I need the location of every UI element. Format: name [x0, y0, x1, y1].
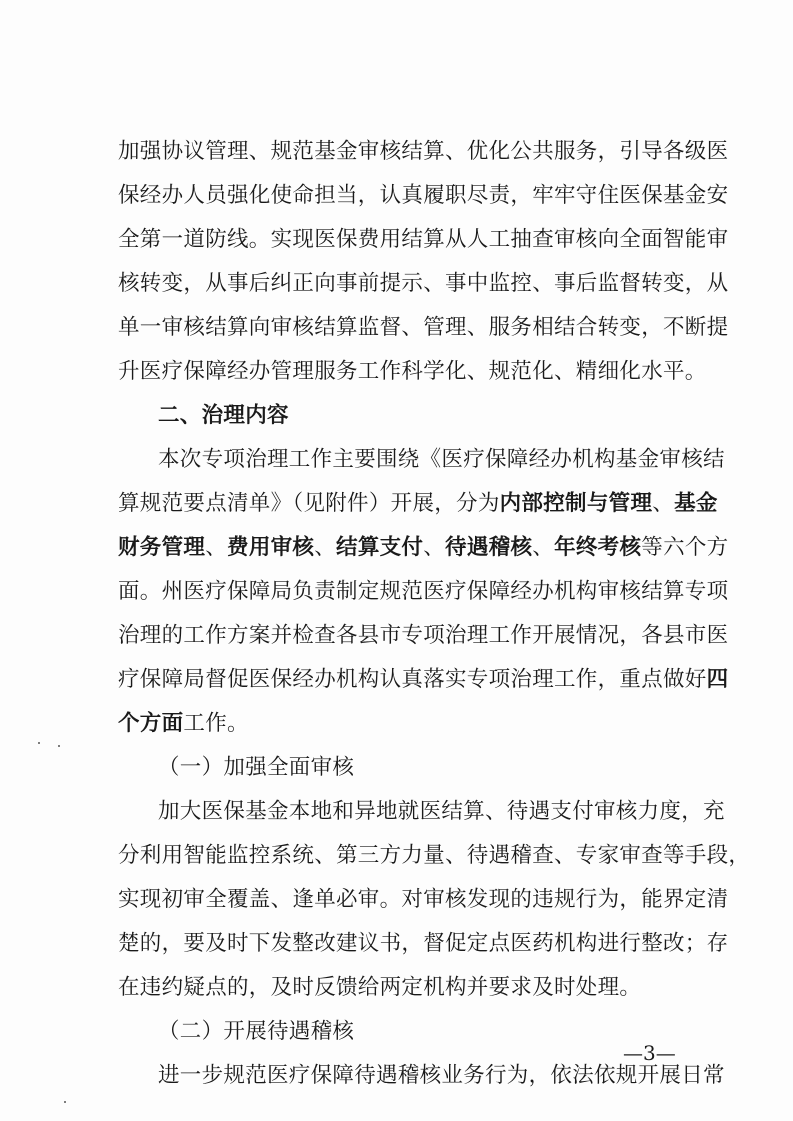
paragraph-line	[118, 709, 249, 739]
bold-text: 待遇稽核	[445, 535, 533, 560]
paragraph-line	[118, 665, 728, 695]
paragraph-line: 升医疗保障经办管理服务工作科学化、规范化、精细化水平。	[118, 359, 707, 384]
paragraph-line: 本次专项治理工作主要围绕《医疗保障经办机构基金审核结	[158, 447, 725, 472]
paragraph-line: 全第一道防线。实现医保费用结算从人工抽查审核向全面智能审	[118, 227, 729, 252]
paragraph-line: 在违约疑点的，及时反馈给两定机构并要求及时处理。	[118, 975, 642, 1000]
bold-text: 个方面	[118, 711, 184, 736]
paragraph-line: 面。州医疗保障局负责制定规范医疗保障经办机构审核结算专项	[118, 579, 729, 604]
scan-speck	[38, 742, 40, 744]
paragraph-line: 加强协议管理、规范基金审核结算、优化公共服务，引导各级医	[118, 139, 729, 164]
text-run: 、	[652, 491, 675, 516]
text-run: 工作。	[183, 711, 249, 736]
paragraph-line: 保经办人员强化使命担当，认真履职尽责，牢牢守住医保基金安	[118, 183, 729, 208]
subsection-heading: （二）开展待遇稽核	[158, 1019, 355, 1044]
paragraph-line: 楚的，要及时下发整改建议书，督促定点医药机构进行整改；存	[118, 931, 729, 956]
bold-text: 费用审核	[227, 535, 315, 560]
bold-text: 年终考核	[554, 535, 642, 560]
subsection-heading: （一）加强全面审核	[158, 755, 355, 780]
bold-text: 财务管理	[118, 535, 206, 560]
bold-text: 基金	[674, 491, 718, 516]
scan-speck	[58, 745, 60, 747]
text-run: 、	[423, 535, 446, 560]
section-heading: 二、治理内容	[158, 403, 289, 428]
text-run: 等六个方	[641, 535, 729, 560]
paragraph-line	[118, 533, 728, 563]
text-run: 、	[314, 535, 337, 560]
text-run: 算规范要点清单》（见附件）开展，分为	[118, 491, 500, 516]
page-number: —3—	[623, 1041, 676, 1065]
paragraph-line	[118, 489, 718, 519]
bold-text: 结算支付	[336, 535, 424, 560]
bold-text: 内部控制与管理	[499, 491, 653, 516]
paragraph-line: 进一步规范医疗保障待遇稽核业务行为，依法依规开展日常	[158, 1063, 725, 1088]
paragraph-line: 分利用智能监控系统、第三方力量、待遇稽查、专家审查等手段，	[118, 843, 751, 868]
paragraph-line: 加大医保基金本地和异地就医结算、待遇支付审核力度，充	[158, 799, 725, 824]
text-run: 疗保障局督促医保经办机构认真落实专项治理工作，重点做好	[118, 667, 707, 692]
paragraph-line: 核转变，从事后纠正向事前提示、事中监控、事后监督转变，从	[118, 271, 729, 296]
text-run: 、	[205, 535, 228, 560]
text-run: 、	[532, 535, 555, 560]
scan-speck	[64, 1101, 66, 1103]
paragraph-line: 治理的工作方案并检查各县市专项治理工作开展情况，各县市医	[118, 623, 729, 648]
bold-text: 四	[706, 667, 729, 692]
paragraph-line: 实现初审全覆盖、逢单必审。对审核发现的违规行为，能界定清	[118, 887, 729, 912]
paragraph-line: 单一审核结算向审核结算监督、管理、服务相结合转变，不断提	[118, 315, 729, 340]
